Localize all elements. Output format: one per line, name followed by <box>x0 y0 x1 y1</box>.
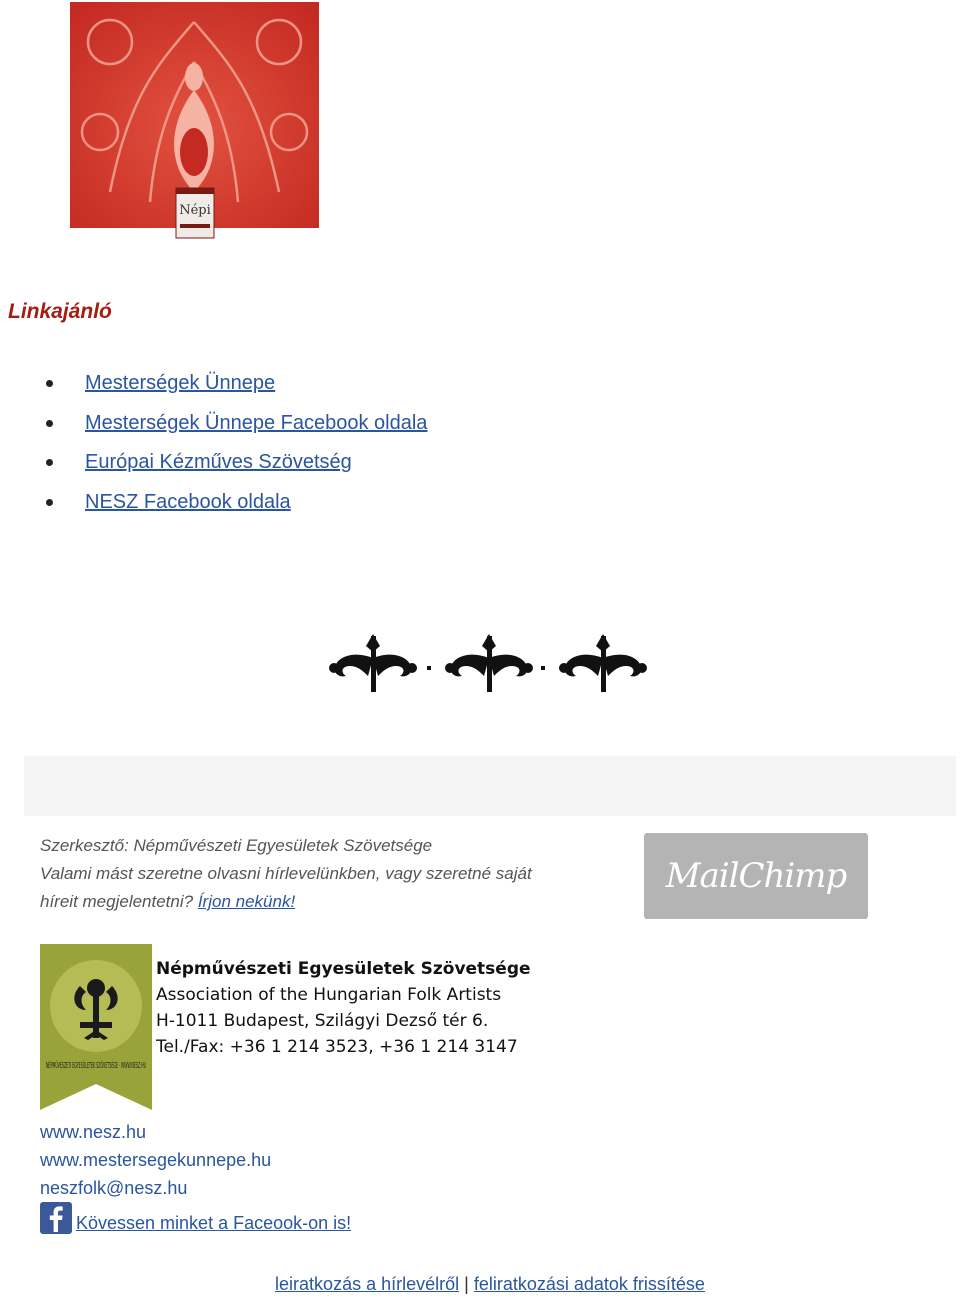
link-list <box>40 366 427 524</box>
ornament-divider <box>328 630 650 700</box>
footer-line: híreit megjelentetni? <box>40 892 194 911</box>
mailchimp-label: MailChimp <box>665 856 847 896</box>
footer-text <box>40 832 620 916</box>
update-preferences-link[interactable]: feliratkozási adatok frissítése <box>473 1274 705 1294</box>
cover-image <box>70 2 319 242</box>
cover-logo-text: Népi <box>179 203 211 218</box>
link-mestersegek-unnepe[interactable]: Mesterségek Ünnepe <box>85 372 276 394</box>
editor-line: Szerkesztő: Népművészeti Egyesületek Szövetsége <box>40 836 433 855</box>
facebook-follow-link[interactable]: Kövessen minket a Faceook-on is! <box>76 1213 352 1233</box>
contact-block <box>40 1118 271 1202</box>
website-nesz[interactable]: www.nesz.hu <box>40 1122 147 1142</box>
write-to-us-link[interactable]: Írjon nekünk! <box>197 892 296 911</box>
footer-line: Valami mást szeretne olvasni hírlevelünkben, vagy szeretné saját <box>40 864 532 883</box>
list-item <box>40 445 427 485</box>
website-mestersegek[interactable]: www.mestersegekunnepe.hu <box>40 1150 272 1170</box>
list-item <box>40 366 427 406</box>
nesz-name: Népművészeti Egyesületek Szövetsége <box>156 959 531 979</box>
facebook-icon[interactable] <box>40 1202 72 1234</box>
link-mestersegek-facebook[interactable]: Mesterségek Ünnepe Facebook oldala <box>85 411 428 434</box>
list-item <box>40 406 427 446</box>
nesz-english: Association of the Hungarian Folk Artists <box>156 985 502 1005</box>
separator: | <box>464 1274 469 1294</box>
link-nesz-facebook[interactable]: NESZ Facebook oldala <box>85 490 291 513</box>
seal-text: NÉPMŰVÉSZETI EGYESÜLETEK SZÖVETSÉGE · WWW.NESZ.HU <box>46 1061 293 1070</box>
nesz-info <box>156 956 531 1060</box>
list-item <box>40 485 427 525</box>
email-link[interactable]: neszfolk@nesz.hu <box>40 1178 188 1198</box>
section-title: Linkajánló <box>8 300 112 323</box>
unsubscribe-link[interactable]: leiratkozás a hírlevélről <box>275 1274 460 1294</box>
mailchimp-badge[interactable] <box>644 833 868 919</box>
footer-band <box>24 756 956 816</box>
nesz-phone: Tel./Fax: +36 1 214 3523, +36 1 214 3147 <box>156 1037 518 1057</box>
unsubscribe-bar <box>0 1274 980 1295</box>
nesz-address: H-1011 Budapest, Szilágyi Dezső tér 6. <box>156 1011 489 1031</box>
nesz-logo <box>40 944 293 1110</box>
link-europai-kezmuves[interactable]: Európai Kézműves Szövetség <box>85 451 352 473</box>
facebook-follow <box>40 1202 351 1234</box>
